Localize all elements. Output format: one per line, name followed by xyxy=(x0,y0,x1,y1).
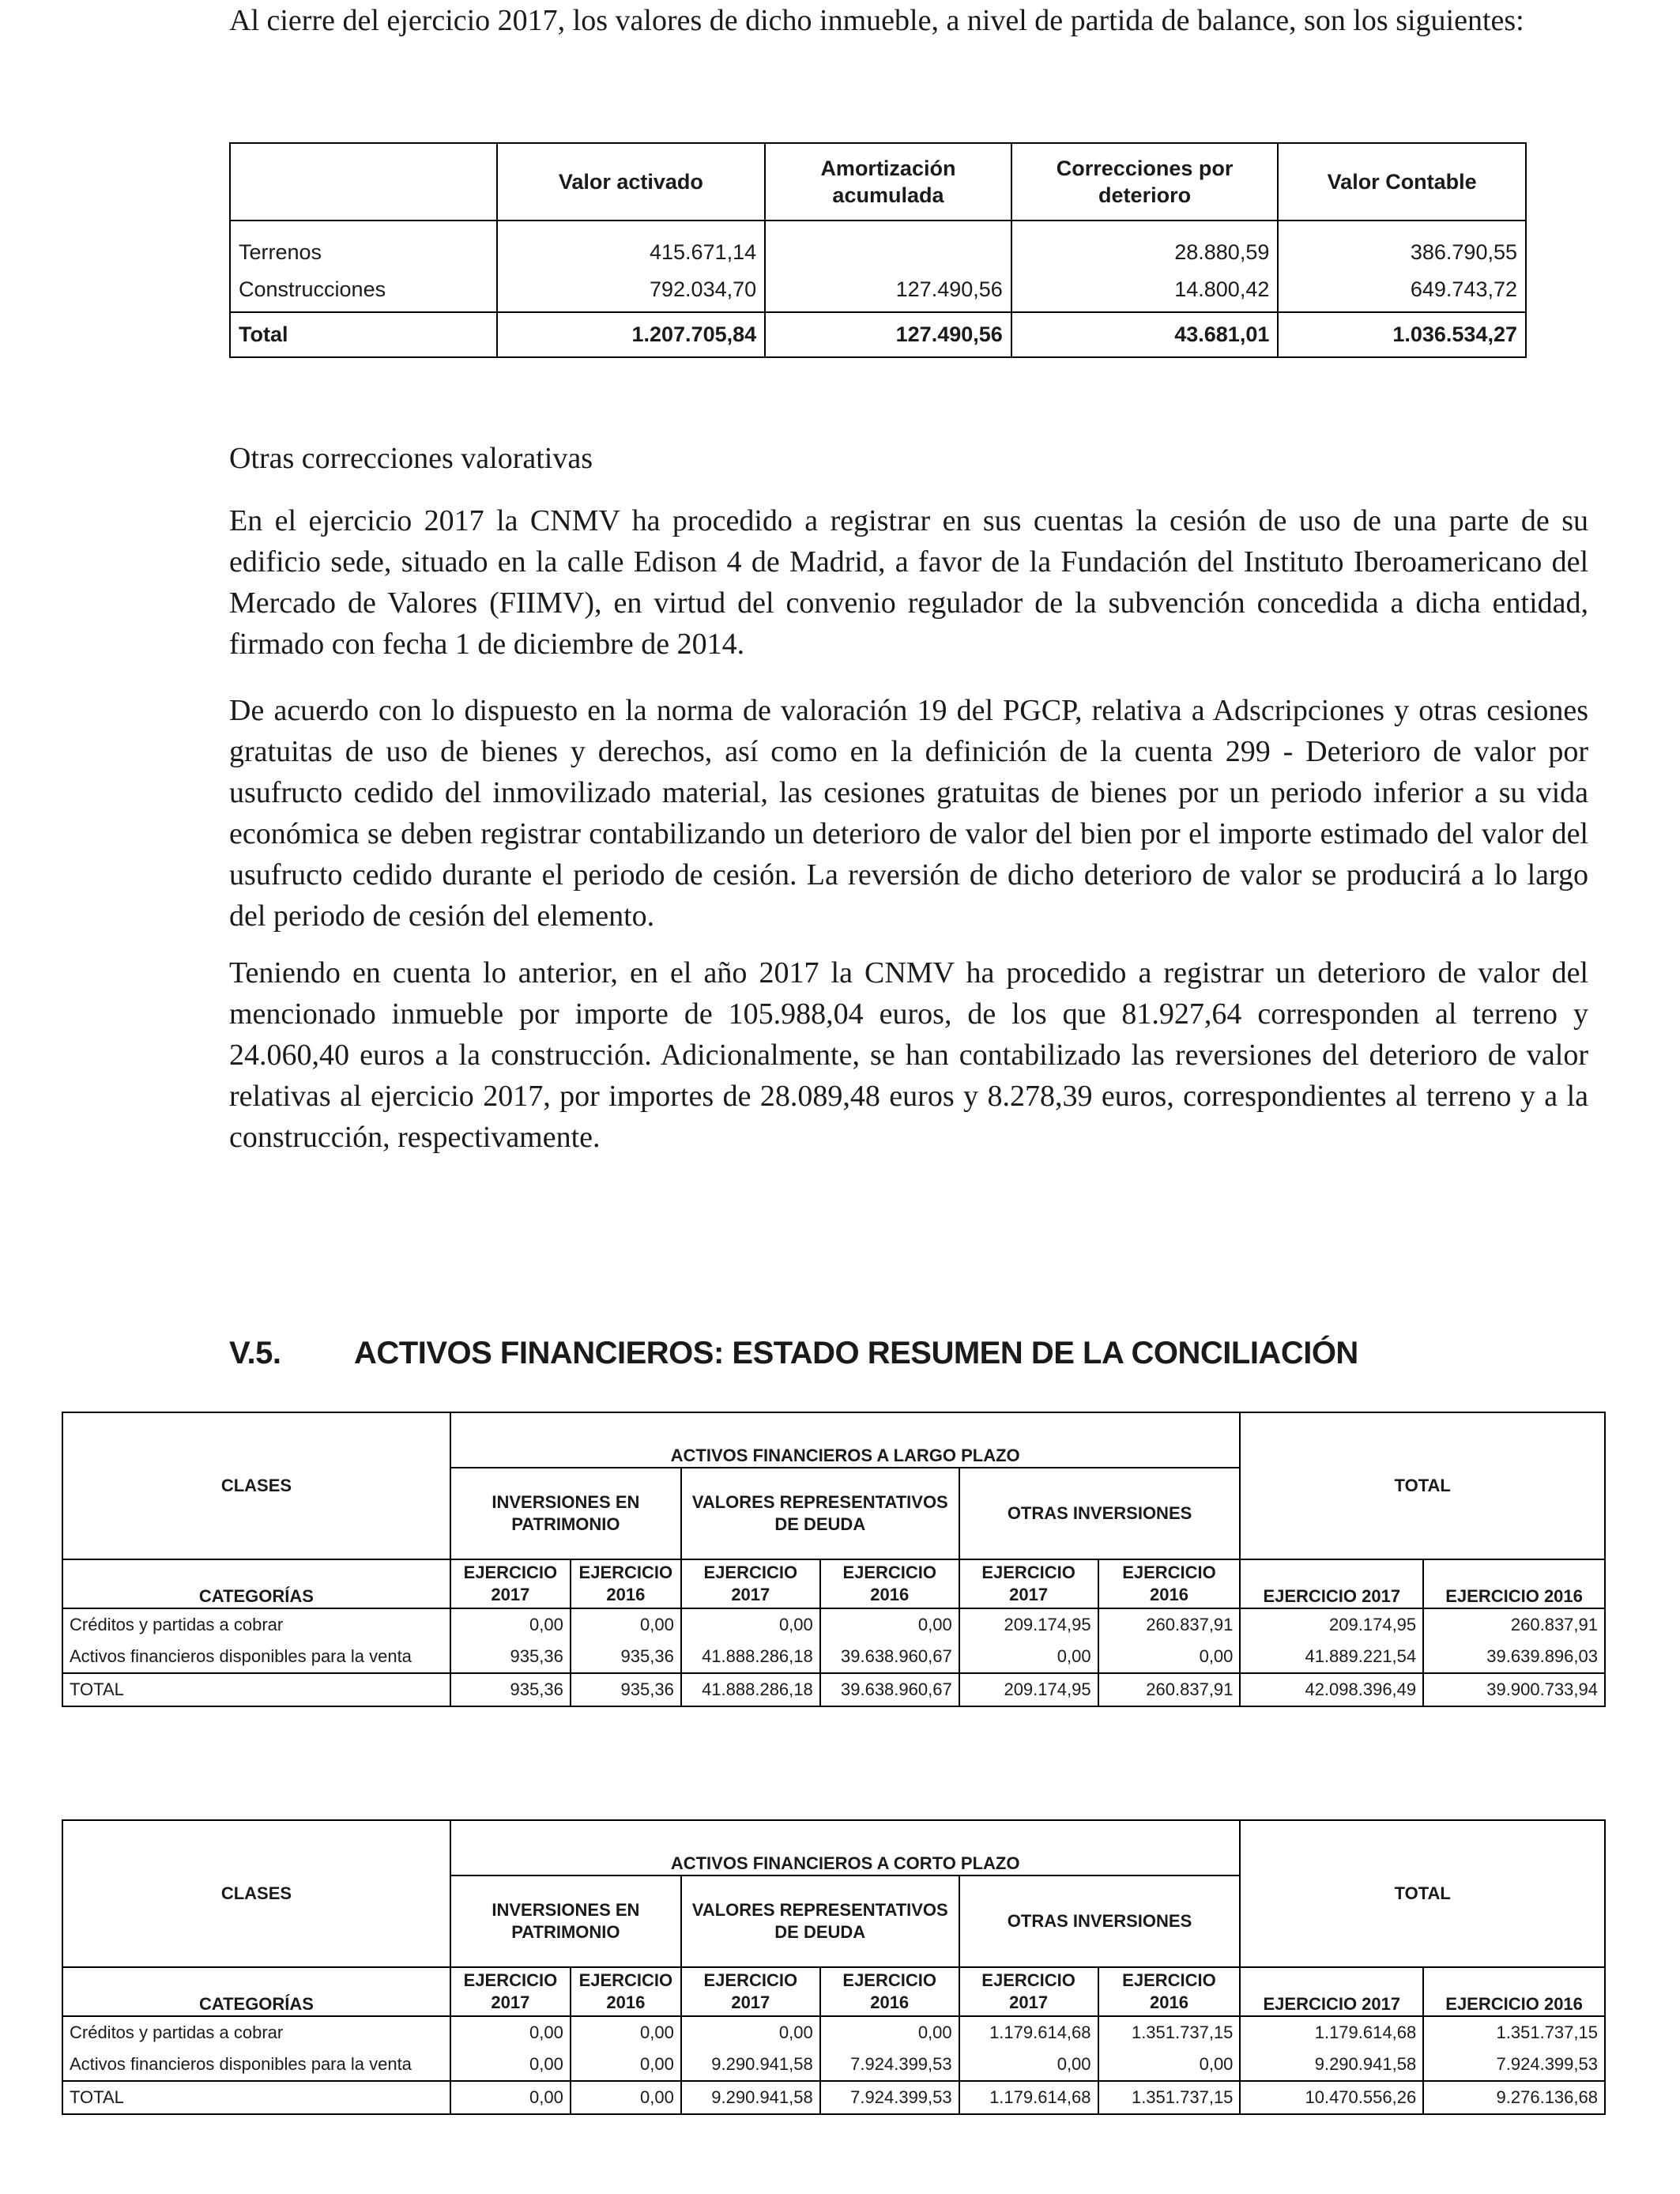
row-label: TOTAL xyxy=(62,1673,450,1706)
cell: 386.790,55 xyxy=(1278,221,1526,268)
cell: 0,00 xyxy=(571,2049,681,2081)
row-label: Activos financieros disponibles para la venta xyxy=(62,2049,450,2081)
corto-plazo-table xyxy=(62,1819,1606,2115)
cell: 0,00 xyxy=(959,1641,1098,1673)
total-row xyxy=(62,2081,1605,2114)
row-label: Construcciones xyxy=(230,268,497,312)
lp-title: ACTIVOS FINANCIEROS A LARGO PLAZO xyxy=(450,1412,1241,1468)
row-label: TOTAL xyxy=(62,2081,450,2114)
cell: 935,36 xyxy=(571,1673,681,1706)
cell: 260.837,91 xyxy=(1098,1608,1241,1641)
cell: 43.681,01 xyxy=(1011,312,1279,357)
row-label: Total xyxy=(230,312,497,357)
total-header: TOTAL xyxy=(1240,1820,1605,1967)
table-row xyxy=(230,268,1526,312)
table-row xyxy=(62,1608,1605,1641)
ej2017-header: EJERCICIO 2017 xyxy=(1240,1967,1423,2016)
clases-header: CLASES xyxy=(62,1412,450,1559)
cell: 14.800,42 xyxy=(1011,268,1279,312)
ej2016-header: EJERCICIO 2016 xyxy=(820,1559,959,1608)
clases-header: CLASES xyxy=(62,1820,450,1967)
row-label: Terrenos xyxy=(230,221,497,268)
paragraph-2: De acuerdo con lo dispuesto en la norma de valoración 19 del PGCP, relativa a Adscripciones y otras cesiones gratuitas de uso de bienes y derechos, así como en la definición de la cuenta 299 - Deterioro de valor por usufructo cedido del inmovilizado material, las cesiones gratuitas de bienes por un periodo inferior a su vida económica se deben registrar contabilizando un deterioro de valor del bien por el importe estimado del valor del usufructo cedido durante el periodo de cesión. La reversión de dicho deterioro de valor se producirá a lo largo del periodo de cesión del elemento. xyxy=(229,694,1588,933)
row-label: Créditos y partidas a cobrar xyxy=(62,2016,450,2049)
total-row xyxy=(62,1673,1605,1706)
cell: 1.351.737,15 xyxy=(1423,2016,1605,2049)
cell: 0,00 xyxy=(681,2016,820,2049)
cell: 209.174,95 xyxy=(1240,1608,1423,1641)
ej2016-header: EJERCICIO 2016 xyxy=(820,1967,959,2016)
paragraph-1: En el ejercicio 2017 la CNMV ha procedido a registrar en sus cuentas la cesión de uso de una parte de su edificio sede, situado en la calle Edison 4 de Madrid, a favor de la Fundación del Instituto Iberoamericano del Mercado de Valores (FIIMV), en virtud del convenio regulador de la subvención concedida a dicha entidad, firmado con fecha 1 de diciembre de 2014. xyxy=(229,504,1588,661)
cell: 935,36 xyxy=(571,1641,681,1673)
cell: 1.179.614,68 xyxy=(959,2016,1098,2049)
cell: 39.638.960,67 xyxy=(820,1673,959,1706)
cell: 0,00 xyxy=(571,2081,681,2114)
total-row xyxy=(230,312,1526,357)
cell: 935,36 xyxy=(450,1641,571,1673)
ej2016-header: EJERCICIO 2016 xyxy=(571,1967,681,2016)
header-correcciones: Correcciones por deterioro xyxy=(1011,143,1279,221)
ej2016-header: EJERCICIO 2016 xyxy=(1423,1967,1605,2016)
cell: 1.179.614,68 xyxy=(959,2081,1098,2114)
section-heading: Otras correcciones valorativas xyxy=(229,442,593,475)
table-row xyxy=(62,2049,1605,2081)
largo-plazo-table xyxy=(62,1412,1606,1707)
cell: 28.880,59 xyxy=(1011,221,1279,268)
ej2017-header: EJERCICIO 2017 xyxy=(450,1967,571,2016)
categorias-header: CATEGORÍAS xyxy=(62,1967,450,2016)
otras-inversiones-header: OTRAS INVERSIONES xyxy=(959,1468,1241,1559)
cell: 1.036.534,27 xyxy=(1278,312,1526,357)
header-valor-activado: Valor activado xyxy=(497,143,766,221)
inmueble-balance-table xyxy=(229,142,1527,358)
otras-inversiones-header: OTRAS INVERSIONES xyxy=(959,1875,1241,1967)
header-amortizacion: Amortización acumulada xyxy=(765,143,1011,221)
cp-title: ACTIVOS FINANCIEROS A CORTO PLAZO xyxy=(450,1820,1240,1875)
section-title xyxy=(229,1336,1358,1371)
section-title-text: ACTIVOS FINANCIEROS: ESTADO RESUMEN DE LA CONCILIACIÓN xyxy=(354,1336,1358,1370)
cell: 39.900.733,94 xyxy=(1423,1673,1605,1706)
cell: 792.034,70 xyxy=(497,268,766,312)
cell: 0,00 xyxy=(820,1608,959,1641)
ej2016-header: EJERCICIO 2016 xyxy=(571,1559,681,1608)
cell: 1.351.737,15 xyxy=(1098,2016,1241,2049)
cell: 1.179.614,68 xyxy=(1240,2016,1423,2049)
cell: 209.174,95 xyxy=(959,1673,1098,1706)
cell: 209.174,95 xyxy=(959,1608,1098,1641)
inv-patrimonio-header: INVERSIONES EN PATRIMONIO xyxy=(450,1468,681,1559)
row-label: Activos financieros disponibles para la venta xyxy=(62,1641,450,1673)
categorias-header: CATEGORÍAS xyxy=(62,1559,450,1608)
header-valor-contable: Valor Contable xyxy=(1278,143,1526,221)
cell: 1.351.737,15 xyxy=(1098,2081,1241,2114)
cell: 41.889.221,54 xyxy=(1240,1641,1423,1673)
total-header: TOTAL xyxy=(1240,1412,1605,1559)
cell: 9.290.941,58 xyxy=(1240,2049,1423,2081)
ej2017-header: EJERCICIO 2017 xyxy=(681,1559,820,1608)
table-row xyxy=(62,1641,1605,1673)
cell: 42.098.396,49 xyxy=(1240,1673,1423,1706)
intro-paragraph: Al cierre del ejercicio 2017, los valores de dicho inmueble, a nivel de partida de balance, son los siguientes: xyxy=(229,4,1524,37)
cell: 39.639.896,03 xyxy=(1423,1641,1605,1673)
cell: 0,00 xyxy=(681,1608,820,1641)
paragraph-3: Teniendo en cuenta lo anterior, en el año 2017 la CNMV ha procedido a registrar un deterioro de valor del mencionado inmueble por importe de 105.988,04 euros, de los que 81.927,64 corresponden al terreno y 24.060,40 euros a la construcción. Adicionalmente, se han contabilizado las reversiones del deterioro de valor relativas al ejercicio 2017, por importes de 28.089,48 euros y 8.278,39 euros, correspondientes al terreno y a la construcción, respectivamente. xyxy=(229,956,1588,1154)
ej2017-header: EJERCICIO 2017 xyxy=(450,1559,571,1608)
cell: 41.888.286,18 xyxy=(681,1673,820,1706)
section-number: V.5. xyxy=(229,1336,281,1370)
cell: 0,00 xyxy=(571,2016,681,2049)
cell: 0,00 xyxy=(1098,2049,1241,2081)
cell: 39.638.960,67 xyxy=(820,1641,959,1673)
cell: 9.290.941,58 xyxy=(681,2049,820,2081)
ej2017-header: EJERCICIO 2017 xyxy=(681,1967,820,2016)
inv-patrimonio-header: INVERSIONES EN PATRIMONIO xyxy=(450,1875,681,1967)
cell: 935,36 xyxy=(450,1673,571,1706)
valores-deuda-header: VALORES REPRESENTATIVOS DE DEUDA xyxy=(681,1875,959,1967)
ej2017-header: EJERCICIO 2017 xyxy=(959,1559,1098,1608)
cell: 0,00 xyxy=(571,1608,681,1641)
table-row xyxy=(62,2016,1605,2049)
cell: 7.924.399,53 xyxy=(820,2049,959,2081)
ej2016-header: EJERCICIO 2016 xyxy=(1423,1559,1605,1608)
row-label: Créditos y partidas a cobrar xyxy=(62,1608,450,1641)
cell: 649.743,72 xyxy=(1278,268,1526,312)
header-blank xyxy=(230,143,497,221)
cell: 260.837,91 xyxy=(1098,1673,1241,1706)
cell: 0,00 xyxy=(450,2016,571,2049)
table-row xyxy=(230,221,1526,268)
ej2016-header: EJERCICIO 2016 xyxy=(1098,1967,1241,2016)
cell: 7.924.399,53 xyxy=(820,2081,959,2114)
cell: 1.207.705,84 xyxy=(497,312,766,357)
cell: 9.290.941,58 xyxy=(681,2081,820,2114)
ej2016-header: EJERCICIO 2016 xyxy=(1098,1559,1241,1608)
cell: 127.490,56 xyxy=(765,312,1011,357)
cell: 7.924.399,53 xyxy=(1423,2049,1605,2081)
cell: 260.837,91 xyxy=(1423,1608,1605,1641)
cell: 0,00 xyxy=(450,1608,571,1641)
ej2017-header: EJERCICIO 2017 xyxy=(1240,1559,1423,1608)
cell: 9.276.136,68 xyxy=(1423,2081,1605,2114)
cell: 0,00 xyxy=(450,2081,571,2114)
valores-deuda-header: VALORES REPRESENTATIVOS DE DEUDA xyxy=(681,1468,959,1559)
cell xyxy=(765,221,1011,268)
cell: 0,00 xyxy=(820,2016,959,2049)
ej2017-header: EJERCICIO 2017 xyxy=(959,1967,1098,2016)
cell: 0,00 xyxy=(959,2049,1098,2081)
cell: 127.490,56 xyxy=(765,268,1011,312)
cell: 0,00 xyxy=(1098,1641,1241,1673)
cell: 0,00 xyxy=(450,2049,571,2081)
cell: 415.671,14 xyxy=(497,221,766,268)
cell: 10.470.556,26 xyxy=(1240,2081,1423,2114)
cell: 41.888.286,18 xyxy=(681,1641,820,1673)
